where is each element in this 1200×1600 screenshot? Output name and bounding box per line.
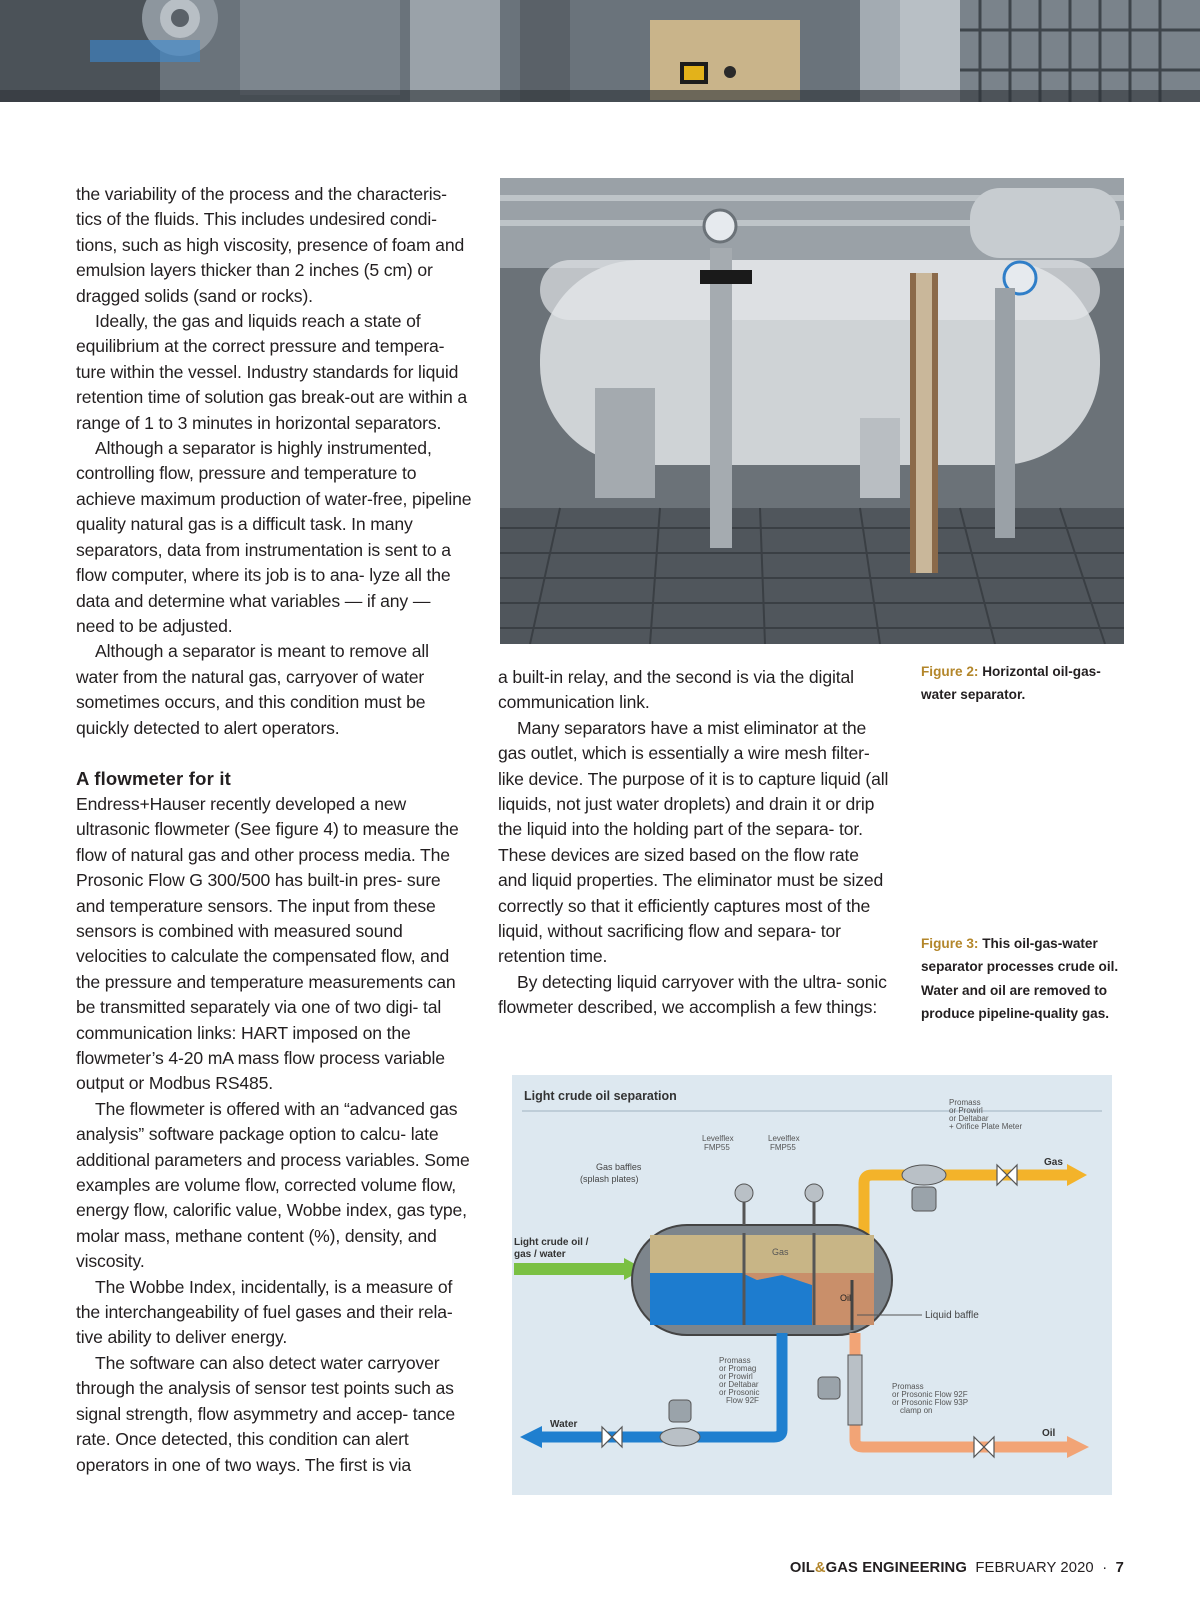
- levelflex-transmitter: [735, 1184, 753, 1202]
- water-zone: [650, 1273, 812, 1325]
- water-meter-transmitter: [669, 1400, 691, 1422]
- diagram-label: (splash plates): [580, 1174, 639, 1184]
- article-column-1: [76, 182, 473, 1478]
- diagram-label: Promass: [892, 1382, 924, 1391]
- figure-label: Figure 3:: [921, 936, 979, 951]
- diagram-label: Promass: [719, 1356, 751, 1365]
- figure-caption-text: This oil-gas-water separator processes crude oil. Water and oil are removed to produce pipeline-quality gas.: [921, 936, 1119, 1022]
- paragraph: The Wobbe Index, incidentally, is a measure of the interchangeability of fuel gases and their rela- tive ability to deliver energy.: [76, 1276, 453, 1348]
- paragraph: The flowmeter is offered with an “advanced gas analysis” software package option to calcu- late additional parameters and process variables. Some examples are volume flow, corrected volume flow, energy flow, calorific value, Wobbe index, gas type, molar mass, methane content (%), density, and viscosity.: [76, 1098, 470, 1272]
- diagram-label: or Prosonic: [719, 1388, 760, 1397]
- footer-separator: ·: [1102, 1560, 1108, 1576]
- figure-label: Figure 2:: [921, 664, 979, 679]
- paragraph: Ideally, the gas and liquids reach a state of equilibrium at the correct pressure and tempera- ture within the vessel. Industry standards for liquid retention time of solution gas break-out are within a range of 1 to 3 minutes in horizontal separators.: [76, 311, 468, 433]
- diagram-label: clamp on: [900, 1406, 933, 1415]
- header-banner-photo: [0, 0, 1200, 102]
- water-out-label: Water: [550, 1419, 578, 1430]
- diagram-label: or Prosonic Flow 93P: [892, 1398, 969, 1407]
- inlet-label: gas / water: [514, 1249, 566, 1260]
- diagram-label: Flow 92F: [726, 1396, 759, 1405]
- gas-meter: [902, 1165, 946, 1185]
- inlet-label: Light crude oil /: [514, 1237, 589, 1248]
- paragraph: Although a separator is highly instrumented, controlling flow, pressure and temperature to achieve maximum production of water-free, pipeline quality natural gas is a difficult task. In many separators, data from instrumentation is sent to a flow computer, where its job is to ana- lyze all the data and determine what variables — if any — need to be adjusted.: [76, 438, 472, 636]
- oil-meter-transmitter: [818, 1377, 840, 1399]
- levelflex-transmitter: [805, 1184, 823, 1202]
- diagram-title: Light crude oil separation: [524, 1089, 677, 1103]
- figure-3-diagram: [512, 1075, 1112, 1495]
- water-meter: [660, 1428, 700, 1446]
- diagram-label: FMP55: [704, 1143, 730, 1152]
- figure-3-caption: [921, 932, 1126, 1026]
- gas-meter-transmitter: [912, 1187, 936, 1211]
- diagram-label: or Prowirl: [949, 1106, 983, 1115]
- liquid-baffle-label: Liquid baffle: [925, 1310, 979, 1321]
- article-column-2: [498, 665, 890, 1021]
- diagram-label: + Orifice Plate Meter: [949, 1122, 1023, 1131]
- paragraph: The software can also detect water carryover through the analysis of sensor test points such as signal strength, flow asymmetry and accep- tance rate. Once detected, this condition can alert operators in one of two ways. The first is via: [76, 1352, 456, 1475]
- magazine-name: OIL&GAS ENGINEERING: [789, 1560, 967, 1576]
- oil-out-label: Oil: [1042, 1428, 1056, 1439]
- paragraph: Although a separator is meant to remove all water from the natural gas, carryover of water sometimes occurs, and this condition must be quickly detected to alert operators.: [76, 641, 429, 738]
- page-footer: [790, 1560, 1124, 1576]
- figure-2-photo: [500, 178, 1124, 644]
- diagram-label: or Prosonic Flow 92F: [892, 1390, 968, 1399]
- gas-out-label: Gas: [1044, 1157, 1063, 1168]
- oil-zone-label: Oil: [840, 1293, 851, 1303]
- paragraph: By detecting liquid carryover with the ultra- sonic flowmeter described, we accomplish a few things:: [498, 971, 887, 1018]
- page-number: 7: [1115, 1560, 1124, 1576]
- diagram-label: or Promag: [719, 1364, 757, 1373]
- paragraph: the variability of the process and the characteris- tics of the fluids. This includes undesired condi- tions, such as high viscosity, presence of foam and emulsion layers thicker than 2 inches (5 cm) or dragged solids (sand or rocks).: [76, 184, 465, 306]
- paragraph: Many separators have a mist eliminator at the gas outlet, which is essentially a wire mesh filter- like device. The purpose of it is to capture liquid (all liquids, not just water droplets) and drain it or drip the liquid into the holding part of the separa- tor. These devices are sized based on the flow rate and liquid properties. The eliminator must be sized correctly so that it efficiently captures most of the liquid, without sacrificing flow and separa- tor retention time.: [498, 717, 889, 967]
- section-heading: A flowmeter for it: [76, 767, 232, 789]
- diagram-label: Gas baffles: [596, 1162, 642, 1172]
- diagram-label: or Deltabar: [719, 1380, 759, 1389]
- figure-2-caption: [921, 660, 1126, 707]
- diagram-label: Levelflex: [702, 1134, 734, 1143]
- gas-zone-label: Gas: [772, 1247, 789, 1257]
- diagram-label: or Prowirl: [719, 1372, 753, 1381]
- diagram-label: Levelflex: [768, 1134, 800, 1143]
- issue-date: FEBRUARY 2020: [975, 1560, 1094, 1576]
- figure-caption-text: Horizontal oil-gas-water separator.: [921, 664, 1101, 703]
- diagram-label: or Deltabar: [949, 1114, 989, 1123]
- oil-meter: [848, 1355, 862, 1425]
- paragraph: a built-in relay, and the second is via the digital communication link.: [498, 667, 854, 713]
- diagram-label: FMP55: [770, 1143, 796, 1152]
- paragraph: Endress+Hauser recently developed a new ultrasonic flowmeter (See figure 4) to measure the flow of natural gas and other process media. The Prosonic Flow G 300/500 has built-in pres- sure and temperature sensors. The input from these sensors is combined with measured sound velocities to calculate the compensated flow, and the pressure and temperature measurements can be transmitted separately via one of two digi- tal communication links: HART imposed on the flowmeter’s 4-20 mA mass flow process variable output or Modbus RS485.: [76, 793, 459, 1094]
- diagram-label: Promass: [949, 1098, 981, 1107]
- gas-zone: [650, 1235, 874, 1273]
